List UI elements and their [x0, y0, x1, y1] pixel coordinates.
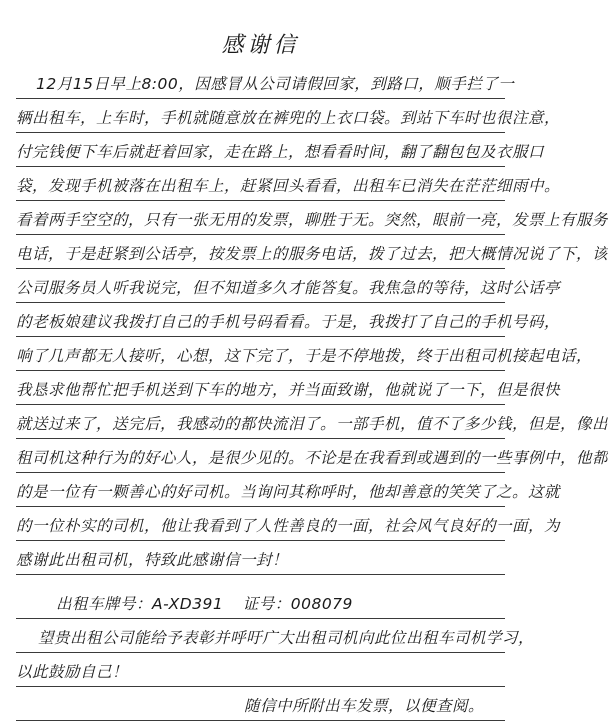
- body-line: [16, 375, 561, 409]
- body-line-text: 的老板娘建议我拨打自己的手机号码看看。于是，我拨打了自己的手机号码，: [16, 313, 561, 331]
- body-line: [16, 137, 545, 171]
- body-line: [16, 511, 561, 545]
- body-line-text: 辆出租车，上车时，手机就随意放在裤兜的上衣口袋。到站下车时也很注意，: [16, 109, 561, 127]
- body-line: [16, 205, 608, 239]
- body-line: [16, 239, 608, 273]
- body-line: [16, 171, 561, 205]
- closing-line-text: 望贵出租公司能给予表彰并呼吁广大出租司机向此位出租车司机学习，: [38, 629, 535, 647]
- ruled-line: [16, 268, 505, 269]
- body-line-text: 电话，于是赶紧到公话亭，按发票上的服务电话，拨了过去，把大概情况说了下，该: [16, 245, 608, 263]
- ruled-line: [16, 652, 505, 653]
- ruled-line: [16, 404, 505, 405]
- closing-line: [16, 623, 535, 657]
- ruled-line: [16, 234, 505, 235]
- ruled-line: [16, 336, 505, 337]
- body-line: [16, 273, 561, 307]
- ruled-line: [16, 540, 505, 541]
- body-line: [16, 341, 593, 375]
- ruled-line: [16, 302, 505, 303]
- body-line-text: 感谢此出租司机，特致此感谢信一封！: [16, 551, 289, 569]
- body-line-text: 看着两手空空的，只有一张无用的发票，聊胜于无。突然，眼前一亮，发票上有服务: [16, 211, 608, 229]
- ruled-line: [16, 370, 505, 371]
- letter-title: 感谢信: [221, 33, 300, 58]
- taxi-plate-number: 出租车牌号：A-XD391: [56, 595, 224, 613]
- ruled-line: [16, 166, 505, 167]
- ruled-line: [16, 618, 505, 619]
- body-line-text: 的一位朴实的司机，他让我看到了人性善良的一面，社会风气良好的一面，为: [16, 517, 561, 535]
- ruled-line: [16, 574, 505, 575]
- signature-line: [16, 691, 505, 725]
- body-line: [16, 477, 561, 511]
- closing-line: [16, 657, 505, 691]
- body-line-text: 就送过来了，送完后，我感动的都快流泪了。一部手机，值不了多少钱，但是，像出: [16, 415, 608, 433]
- ruled-line: [16, 720, 505, 721]
- body-line: [16, 443, 608, 477]
- taxi-plate-line: [16, 589, 505, 623]
- ruled-line: [16, 506, 505, 507]
- body-line-text: 响了几声都无人接听，心想，这下完了，于是不停地拨，终于出租司机接起电话，: [16, 347, 593, 365]
- ruled-line: [16, 472, 505, 473]
- body-line: [16, 545, 505, 579]
- ruled-line: [16, 438, 505, 439]
- body-line-text: 袋，发现手机被落在出租车上，赶紧回头看看，出租车已消失在茫茫细雨中。: [16, 177, 561, 195]
- closing-line-text: 以此鼓励自己！: [16, 663, 129, 681]
- body-line-text: 12月15日早上8:00，因感冒从公司请假回家，到路口，顺手拦了一: [36, 75, 515, 93]
- body-line: [16, 103, 561, 137]
- body-line: [16, 307, 561, 341]
- letter-body: [16, 69, 608, 579]
- driver-certificate-number: 证号：008079: [242, 595, 353, 613]
- body-line-text: 租司机这种行为的好心人，是很少见的。不论是在我看到或遇到的一些事例中，他都: [16, 449, 608, 467]
- body-line: [16, 69, 515, 103]
- ruled-line: [16, 686, 505, 687]
- ruled-line: [16, 132, 505, 133]
- body-line-text: 付完钱便下车后就赶着回家，走在路上，想看看时间，翻了翻包包及衣服口: [16, 143, 545, 161]
- body-line-text: 公司服务员人听我说完，但不知道多久才能答复。我焦急的等待，这时公话亭: [16, 279, 561, 297]
- signature-note: 随信中所附出车发票，以便查阅。: [244, 697, 485, 715]
- body-line-text: 的是一位有一颗善心的好司机。当询问其称呼时，他却善意的笑笑了之。这就: [16, 483, 561, 501]
- ruled-line: [16, 98, 505, 99]
- ruled-line: [16, 200, 505, 201]
- body-line-text: 我恳求他帮忙把手机送到下车的地方，并当面致谢，他就说了一下，但是很快: [16, 381, 561, 399]
- body-line: [16, 409, 608, 443]
